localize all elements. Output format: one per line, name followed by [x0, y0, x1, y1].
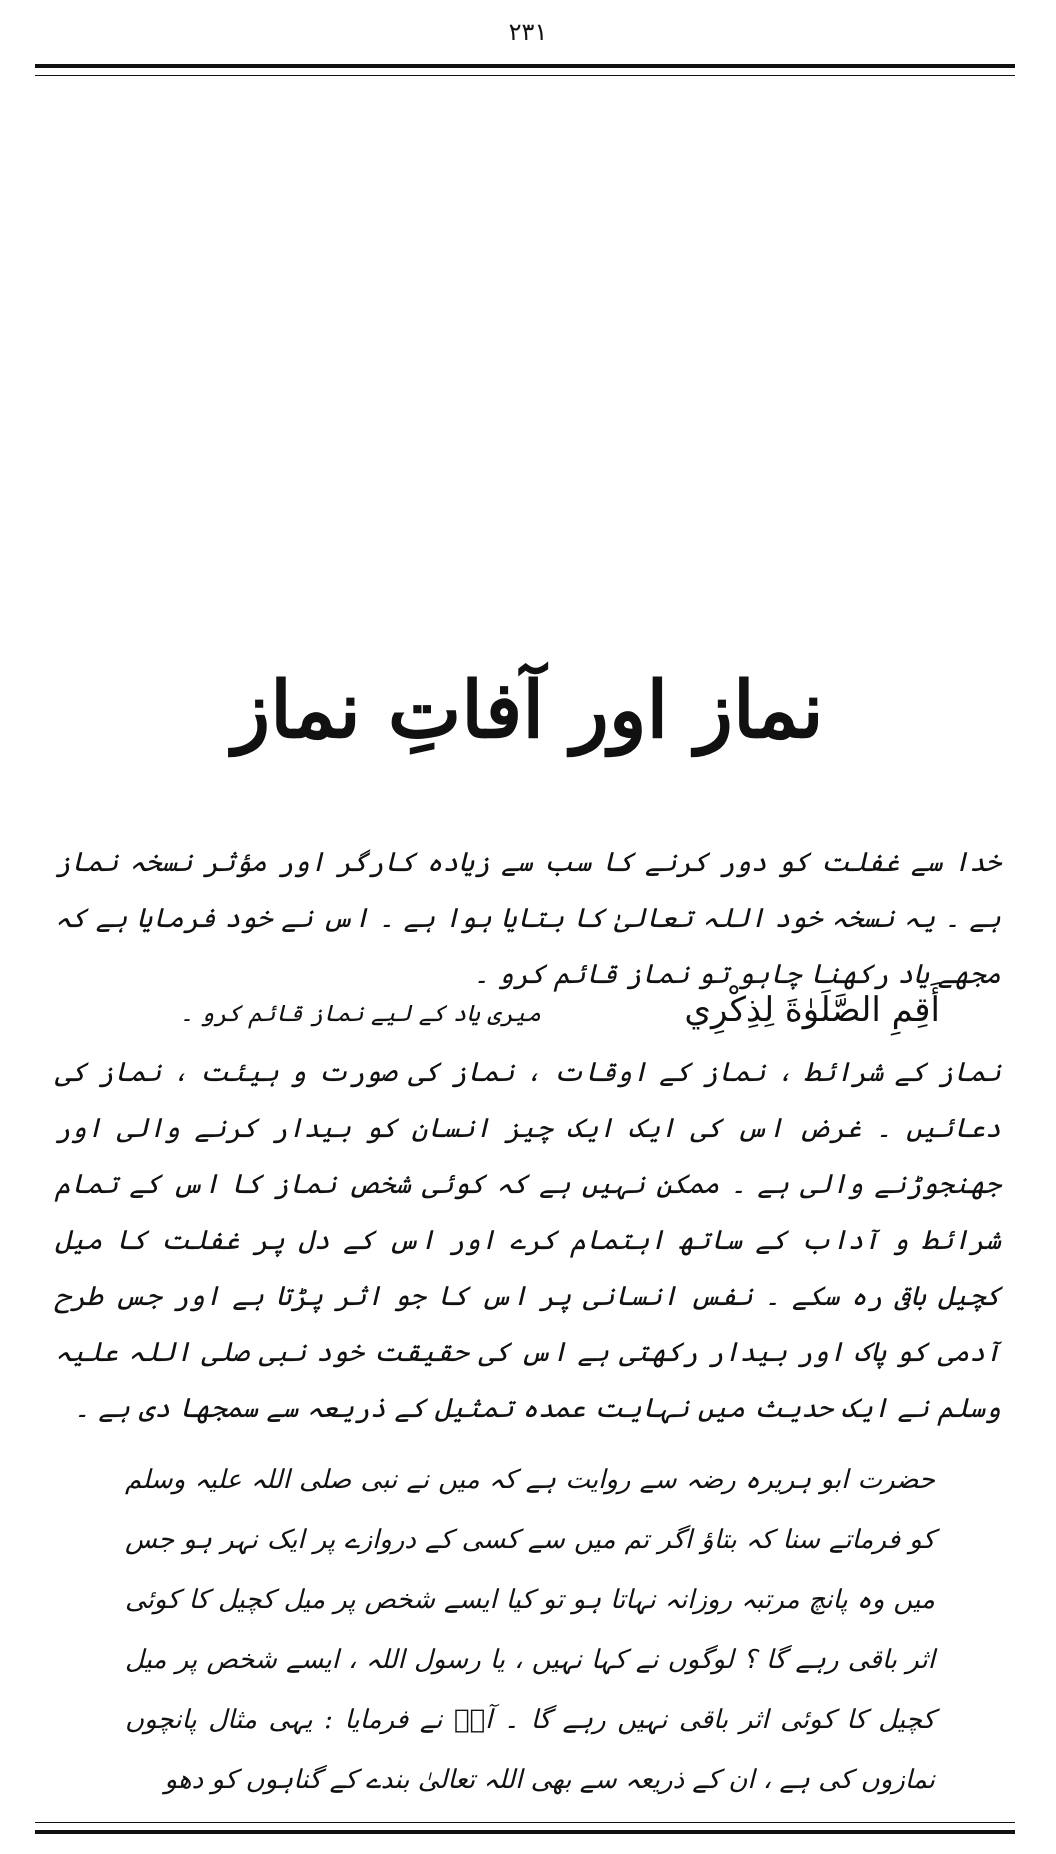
intro-paragraph — [55, 835, 1001, 1003]
hadith-quote: حضرت ابو ہریرہ رضہ سے روایت ہے کہ میں نے نبی صلی اللہ علیہ وسلم کو فرماتے سنا کہ بتاؤ اگر تم میں سے کسی کے دروازے پر ایک نہر ہو جس میں وہ پانچ مرتبہ روزانہ نہاتا ہو تو کیا ایسے شخص پر میل کچیل کا کوئی اثر باقی رہے گا ؟ لوگوں نے کہا نہیں ، یا رسول اللہ ، ایسے شخص پر میل کچیل کا کوئی اثر باقی نہیں رہے گا ۔ آپؐ نے فرمایا : یہی مثال پانچوں نمازوں کی ہے ، ان کے ذریعہ سے بھی اللہ تعالیٰ بندے کے گناہوں کو دھو — [125, 1465, 935, 1795]
verse-row — [180, 990, 940, 1030]
footer-rule-thin — [35, 1822, 1015, 1823]
page-number: ۲۳۱ — [508, 18, 548, 46]
body-paragraph: نماز کے شرائط ، نماز کے اوقات ، نماز کی صورت و ہیئت ، نماز کی دعائیں ۔ غرض اس کی ایک ایک چیز انسان کو بیدار کرنے والی اور جھنجوڑنے والی ہے ۔ ممکن نہیں ہے کہ کوئی شخص نماز کا اس کے تمام شرائط و آداب کے ساتھ اہتمام کرے اور اس کے دل پر غفلت کا میل کچیل باقی رہ سکے ۔ نفس انسانی پر اس کا جو اثر پڑتا ہے اور جس طرح آدمی کو پاک اور بیدار رکھتی ہے اس کی حقیقت خود نبی صلی اللہ علیہ وسلم نے ایک حدیث میں نہایت عمدہ تمثیل کے ذریعہ سے سمجھا دی ہے ۔ — [55, 1057, 1001, 1424]
header-rule-thick — [35, 64, 1015, 68]
chapter-title: نماز اور آفاتِ نماز — [232, 665, 824, 756]
verse-translation: میری یاد کے لیے نماز قائم کرو ۔ — [180, 1001, 542, 1027]
footer-rule-thick — [35, 1830, 1015, 1834]
verse-arabic: أَقِمِ الصَّلَوٰةَ لِذِكْرِي — [684, 990, 940, 1030]
header-rule-thin — [35, 75, 1015, 76]
intro-text: خدا سے غفلت کو دور کرنے کا سب سے زیادہ کارگر اور مؤثر نسخہ نماز ہے ۔ یہ نسخہ خود اللہ تعالیٰ کا بتایا ہوا ہے ۔ اس نے خود فرمایا ہے کہ مجھے یاد رکھنا چاہو تو نماز قائم کرو ۔ — [55, 847, 1001, 990]
